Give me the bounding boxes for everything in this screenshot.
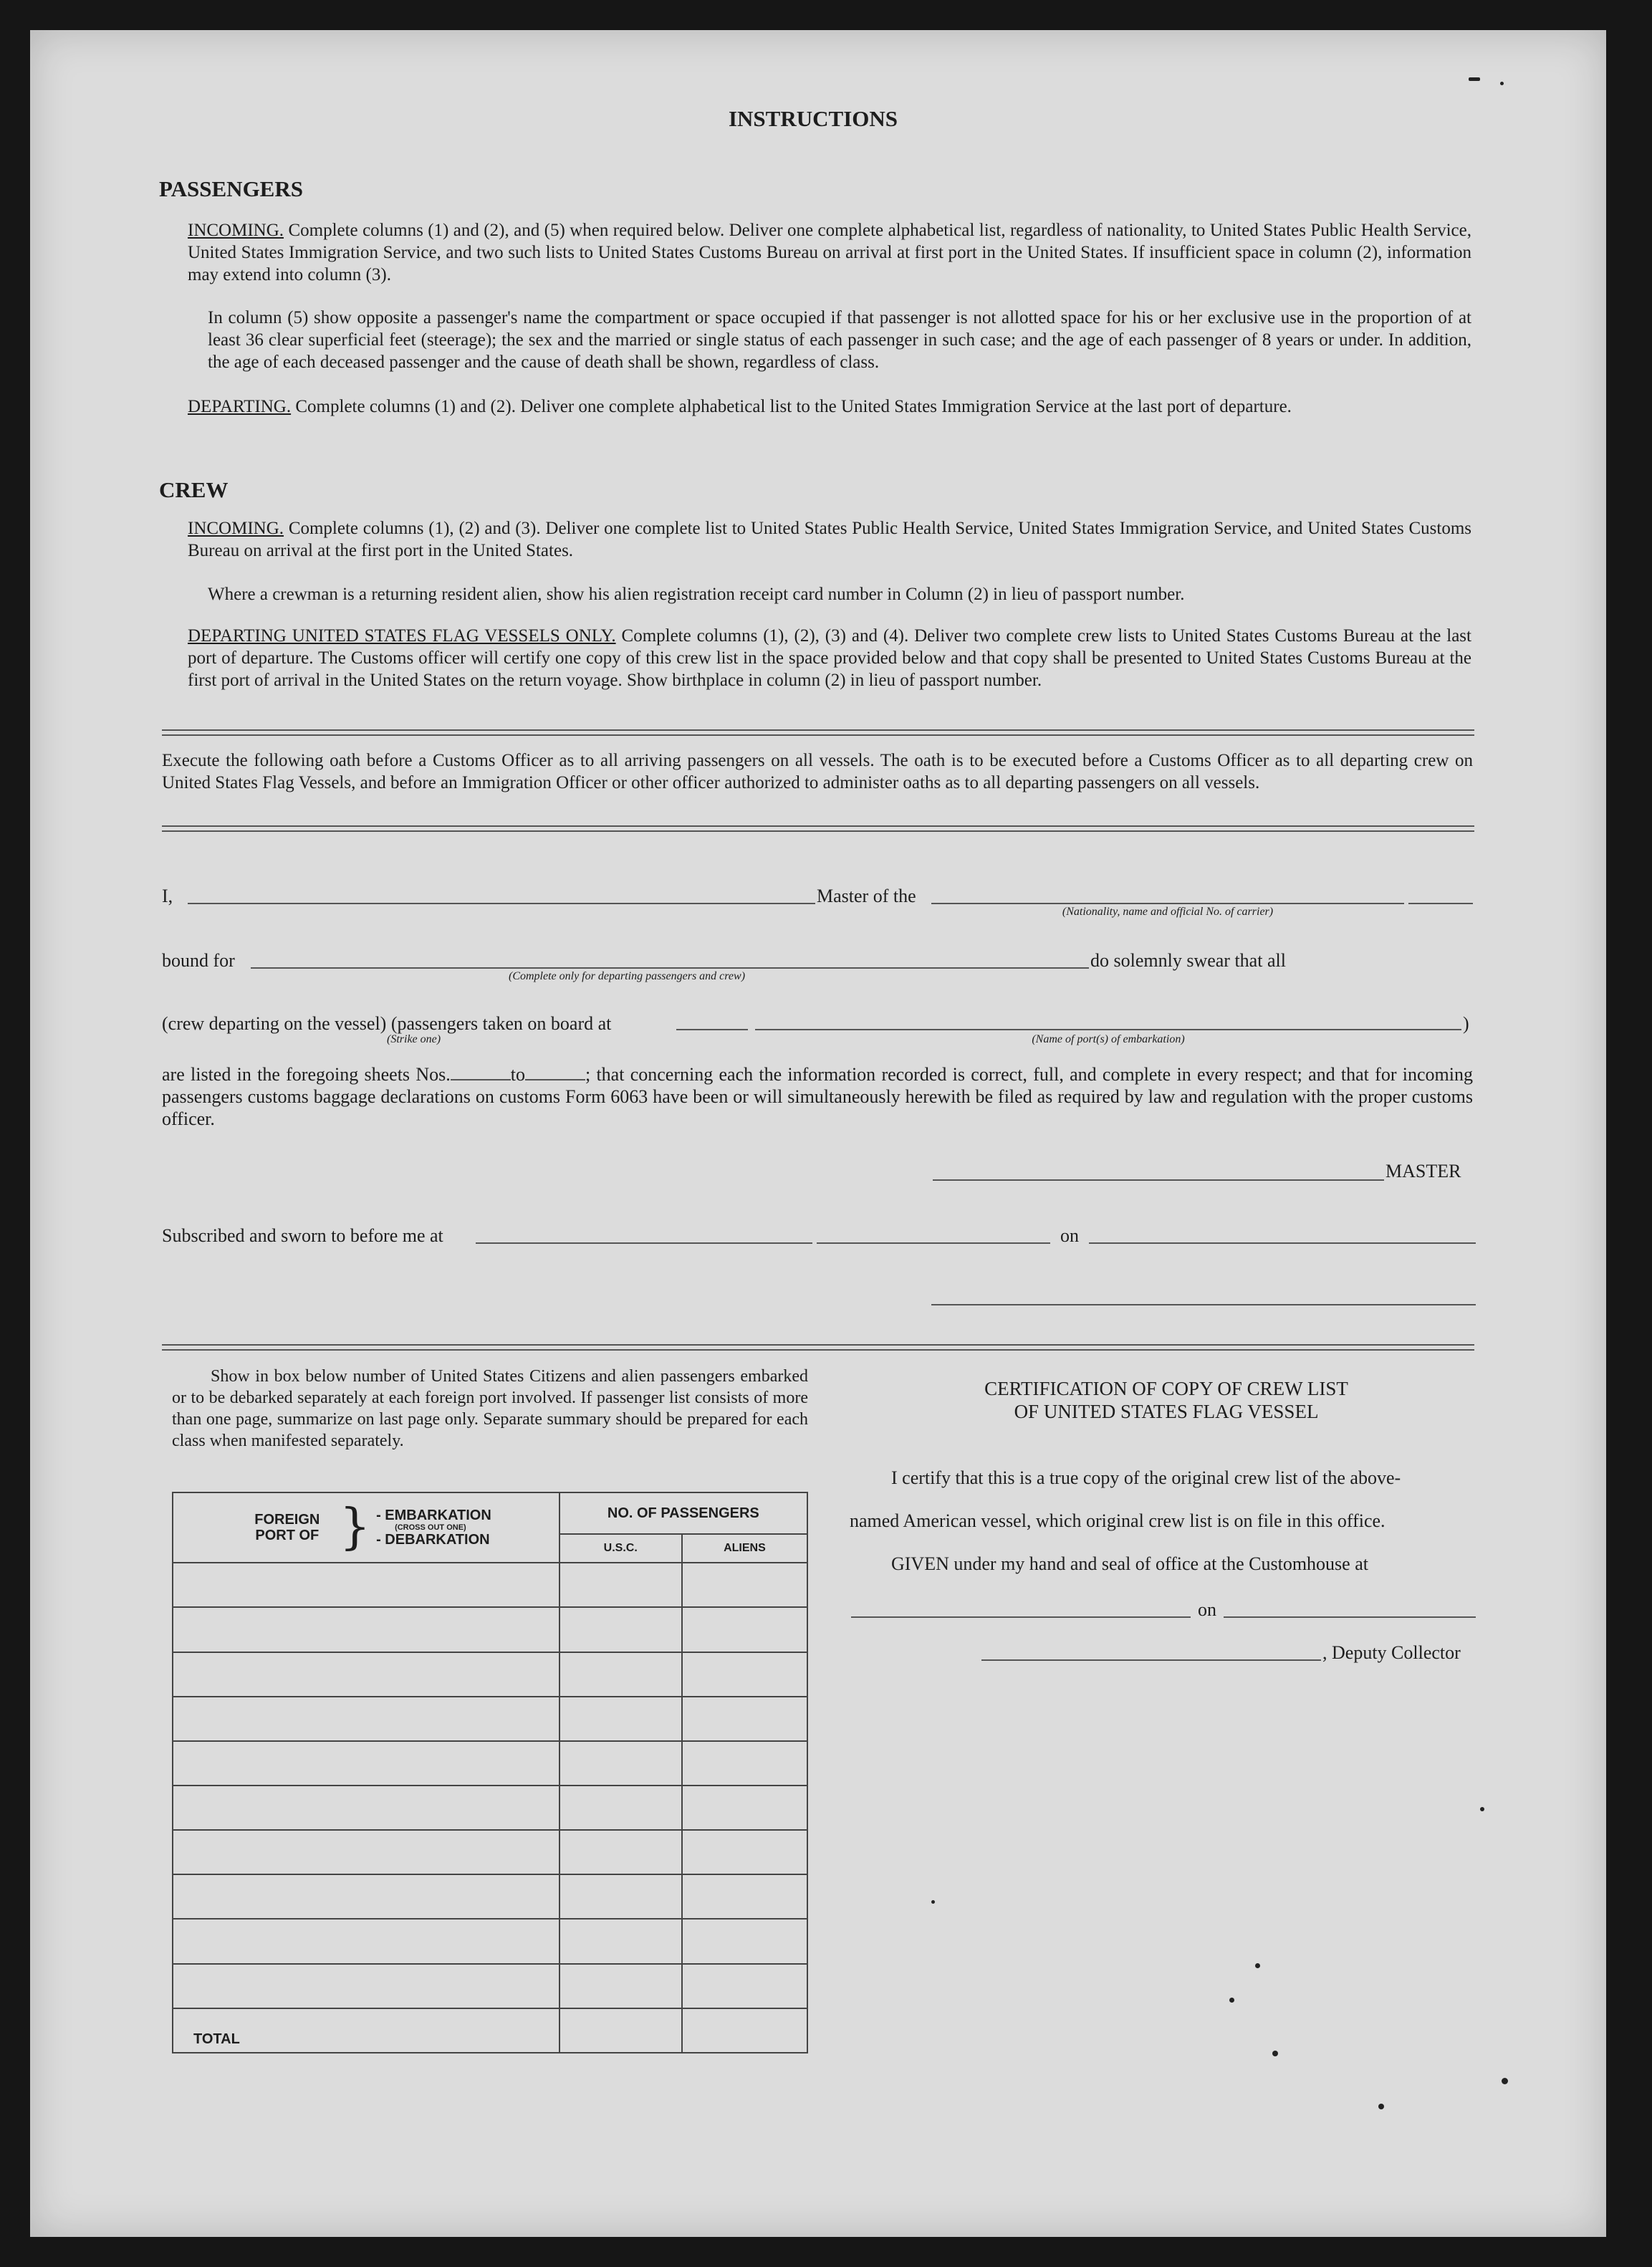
certification-heading-line1: CERTIFICATION OF COPY OF CREW LIST bbox=[984, 1378, 1348, 1399]
table-row bbox=[173, 1563, 807, 1607]
to-word: to bbox=[510, 1064, 525, 1085]
embarkation-label: - EMBARKATION bbox=[376, 1508, 491, 1524]
brace-glyph: } bbox=[339, 1499, 371, 1556]
aliens-cell[interactable] bbox=[682, 1964, 807, 2008]
bound-for-label: bound for bbox=[162, 950, 235, 971]
swear-label: do solemnly swear that all bbox=[1090, 950, 1286, 971]
port-header-cell bbox=[173, 1492, 560, 1563]
aliens-cell[interactable] bbox=[682, 1697, 807, 1741]
port-cell[interactable] bbox=[173, 1652, 560, 1697]
port-cell[interactable] bbox=[173, 1741, 560, 1786]
crew-incoming-text: Complete columns (1), (2) and (3). Deliver one complete list to United States Public Health Service, United States Immigration Service, and United States Customs Bureau on arrival at the first port in the United States. bbox=[188, 519, 1472, 560]
usc-cell[interactable] bbox=[560, 1964, 682, 2008]
embarkation-port-field-a[interactable] bbox=[676, 1029, 748, 1030]
listed-prefix: are listed in the foregoing sheets Nos. bbox=[162, 1064, 451, 1085]
aliens-header: ALIENS bbox=[682, 1534, 807, 1563]
sworn-at-field-extension[interactable] bbox=[817, 1242, 1050, 1244]
port-cell[interactable] bbox=[173, 1874, 560, 1919]
table-row bbox=[173, 1607, 807, 1652]
deputy-signature-field[interactable] bbox=[981, 1659, 1321, 1661]
ports-caption: (Name of port(s) of embarkation) bbox=[1032, 1033, 1185, 1045]
certification-on-label: on bbox=[1198, 1599, 1216, 1620]
crew-heading: CREW bbox=[159, 477, 229, 502]
crew-departing-label-oath: (crew departing on the vessel) (passengers taken on board at bbox=[162, 1013, 612, 1034]
passengers-incoming-paragraph bbox=[188, 219, 1471, 286]
table-row bbox=[173, 1652, 807, 1697]
port-cell[interactable] bbox=[173, 1786, 560, 1830]
given-line: GIVEN under my hand and seal of office at the Customhouse at bbox=[891, 1553, 1368, 1574]
usc-header: U.S.C. bbox=[560, 1534, 682, 1563]
debarkation-label: - DEBARKATION bbox=[376, 1532, 490, 1548]
passengers-heading: PASSENGERS bbox=[159, 176, 303, 201]
crew-departing-text: Complete columns (1), (2), (3) and (4). Deliver two complete crew lists to United States Customs Bureau at the last port of departure. The Customs officer will certify one copy of this crew list in the space provided below and that copy shall be presented to United States Customs Bureau at the first port of arrival in the United States on the return voyage. Show birthplace in column (2) in lieu of passport number. bbox=[188, 626, 1471, 690]
divider-rule bbox=[162, 1344, 1474, 1351]
page-title: INSTRUCTIONS bbox=[728, 106, 898, 131]
scan-speck bbox=[1480, 1807, 1484, 1811]
strike-caption: (Strike one) bbox=[387, 1033, 441, 1045]
sheet-to-field[interactable] bbox=[525, 1063, 585, 1080]
usc-cell[interactable] bbox=[560, 1919, 682, 1963]
certify-line2: named American vessel, which original crew list is on file in this office. bbox=[850, 1510, 1386, 1531]
scan-speck bbox=[1502, 2078, 1508, 2084]
certification-heading bbox=[860, 1377, 1473, 1423]
sworn-date-field[interactable] bbox=[1089, 1242, 1476, 1244]
port-cell[interactable] bbox=[173, 1697, 560, 1741]
certification-heading-line2: OF UNITED STATES FLAG VESSEL bbox=[1014, 1401, 1319, 1422]
divider-rule bbox=[162, 825, 1474, 832]
crew-departing-paragraph bbox=[188, 625, 1471, 691]
total-label: TOTAL bbox=[193, 2031, 240, 2047]
carrier-field-extension[interactable] bbox=[1408, 903, 1473, 904]
certification-date-field[interactable] bbox=[1224, 1616, 1476, 1618]
usc-cell[interactable] bbox=[560, 1563, 682, 1607]
aliens-cell[interactable] bbox=[682, 1563, 807, 1607]
usc-cell[interactable] bbox=[560, 1741, 682, 1786]
table-row bbox=[173, 1741, 807, 1786]
table-row bbox=[173, 1786, 807, 1830]
port-cell[interactable] bbox=[173, 1964, 560, 2008]
passengers-departing-text: Complete columns (1) and (2). Deliver one complete alphabetical list to the United States Immigration Service at the last port of departure. bbox=[295, 397, 1292, 416]
table-row bbox=[173, 1830, 807, 1874]
usc-cell[interactable] bbox=[560, 1652, 682, 1697]
master-label: MASTER bbox=[1386, 1161, 1461, 1182]
scan-speck bbox=[1272, 2051, 1278, 2056]
aliens-total-cell[interactable] bbox=[682, 2008, 807, 2053]
carrier-field[interactable] bbox=[931, 903, 1404, 904]
usc-cell[interactable] bbox=[560, 1697, 682, 1741]
passenger-summary-table bbox=[172, 1492, 808, 2053]
bound-for-field[interactable] bbox=[251, 967, 1089, 969]
summary-instruction: Show in box below number of United States Citizens and alien passengers embarked or to be debarked separately at each foreign port involved. If passenger list consists of more than one page, summarize on last page only. Separate summary should be prepared for each class when manifested separately. bbox=[172, 1367, 808, 1450]
nationality-caption: (Nationality, name and official No. of carrier) bbox=[1062, 906, 1274, 918]
oath-instruction: Execute the following oath before a Customs Officer as to all arriving passengers on all vessels. The oath is to be executed before a Customs Officer as to all departing crew on United States Flag Vessels, and before an Immigration Officer or other officer authorized to administer oaths as to all departing passengers on all vessels. bbox=[162, 751, 1473, 792]
listed-rest: ; that concerning each the information recorded is correct, full, and complete in every respect; and that for incoming passengers customs baggage declarations on customs Form 6063 have been or will simultaneously herewith be filed as required by law and regulation with the proper customs officer. bbox=[162, 1064, 1473, 1129]
aliens-cell[interactable] bbox=[682, 1741, 807, 1786]
listed-paragraph bbox=[162, 1063, 1473, 1130]
scan-speck bbox=[1229, 1998, 1234, 2003]
total-row bbox=[173, 2008, 807, 2053]
table-row bbox=[173, 1874, 807, 1919]
crew-incoming-label: INCOMING. bbox=[188, 519, 284, 538]
scan-speck bbox=[1378, 2104, 1384, 2109]
master-name-field[interactable] bbox=[188, 903, 815, 904]
usc-cell[interactable] bbox=[560, 1607, 682, 1652]
crew-incoming-paragraph bbox=[188, 517, 1471, 562]
aliens-cell[interactable] bbox=[682, 1919, 807, 1963]
close-paren: ) bbox=[1463, 1013, 1469, 1034]
aliens-cell[interactable] bbox=[682, 1874, 807, 1919]
subscribed-label: Subscribed and sworn to before me at bbox=[162, 1225, 443, 1246]
scan-speck bbox=[1500, 82, 1504, 85]
port-cell[interactable] bbox=[173, 1830, 560, 1874]
port-cell[interactable] bbox=[173, 1607, 560, 1652]
sheet-from-field[interactable] bbox=[451, 1063, 511, 1080]
aliens-cell[interactable] bbox=[682, 1607, 807, 1652]
complete-caption: (Complete only for departing passengers and crew) bbox=[508, 970, 746, 982]
scan-speck bbox=[1255, 1963, 1260, 1968]
passengers-incoming-label: INCOMING. bbox=[188, 221, 284, 240]
officer-signature-field[interactable] bbox=[931, 1304, 1476, 1305]
crew-departing-label: DEPARTING UNITED STATES FLAG VESSELS ONLY. bbox=[188, 626, 616, 646]
scan-speck bbox=[1469, 77, 1480, 81]
embarkation-port-field[interactable] bbox=[755, 1029, 1461, 1030]
scan-speck bbox=[931, 1900, 935, 1904]
divider-rule bbox=[162, 729, 1474, 736]
deputy-label: , Deputy Collector bbox=[1322, 1642, 1461, 1663]
master-signature-field[interactable] bbox=[933, 1179, 1384, 1181]
port-cell[interactable] bbox=[173, 1919, 560, 1963]
cross-out-label: (CROSS OUT ONE) bbox=[395, 1523, 466, 1533]
master-of-label: Master of the bbox=[817, 886, 916, 906]
port-cell[interactable] bbox=[173, 1563, 560, 1607]
crew-resident-paragraph: Where a crewman is a returning resident alien, show his alien registration receipt card number in Column (2) in lieu of passport number. bbox=[208, 585, 1185, 604]
aliens-cell[interactable] bbox=[682, 1652, 807, 1697]
usc-cell[interactable] bbox=[560, 1874, 682, 1919]
sworn-on-label: on bbox=[1060, 1225, 1079, 1246]
foreign-port-label: FOREIGN PORT OF bbox=[254, 1512, 320, 1544]
oath-i-label: I, bbox=[162, 886, 173, 906]
passengers-departing-paragraph bbox=[188, 396, 1471, 418]
table-row bbox=[173, 1697, 807, 1741]
usc-cell[interactable] bbox=[560, 1830, 682, 1874]
usc-total-cell[interactable] bbox=[560, 2008, 682, 2053]
table-row bbox=[173, 1919, 807, 1963]
passengers-column5-paragraph: In column (5) show opposite a passenger's name the compartment or space occupied if that passenger is not allotted space for his or her exclusive use in the proportion of at least 36 clear superficial feet (steerage); the sex and the married or single status of each passenger in such case; and the age of each passenger of 8 years or under. In addition, the age of each deceased passenger and the cause of death shall be shown, regardless of class. bbox=[208, 308, 1471, 372]
aliens-cell[interactable] bbox=[682, 1830, 807, 1874]
usc-cell[interactable] bbox=[560, 1786, 682, 1830]
no-of-passengers-header: NO. OF PASSENGERS bbox=[560, 1492, 807, 1534]
customhouse-field[interactable] bbox=[851, 1616, 1191, 1618]
certify-line1: I certify that this is a true copy of the original crew list of the above- bbox=[891, 1467, 1401, 1488]
table-row bbox=[173, 1964, 807, 2008]
passengers-incoming-text: Complete columns (1) and (2), and (5) when required below. Deliver one complete alphabetical list, regardless of nationality, to United States Public Health Service, United States Immigration Service, and two such lists to United States Customs Bureau on arrival at first port in the United States. If insufficient space in column (2), information may extend into column (3). bbox=[188, 221, 1472, 284]
passengers-departing-label: DEPARTING. bbox=[188, 397, 292, 416]
aliens-cell[interactable] bbox=[682, 1786, 807, 1830]
total-cell bbox=[173, 2008, 560, 2053]
sworn-at-field[interactable] bbox=[476, 1242, 812, 1244]
